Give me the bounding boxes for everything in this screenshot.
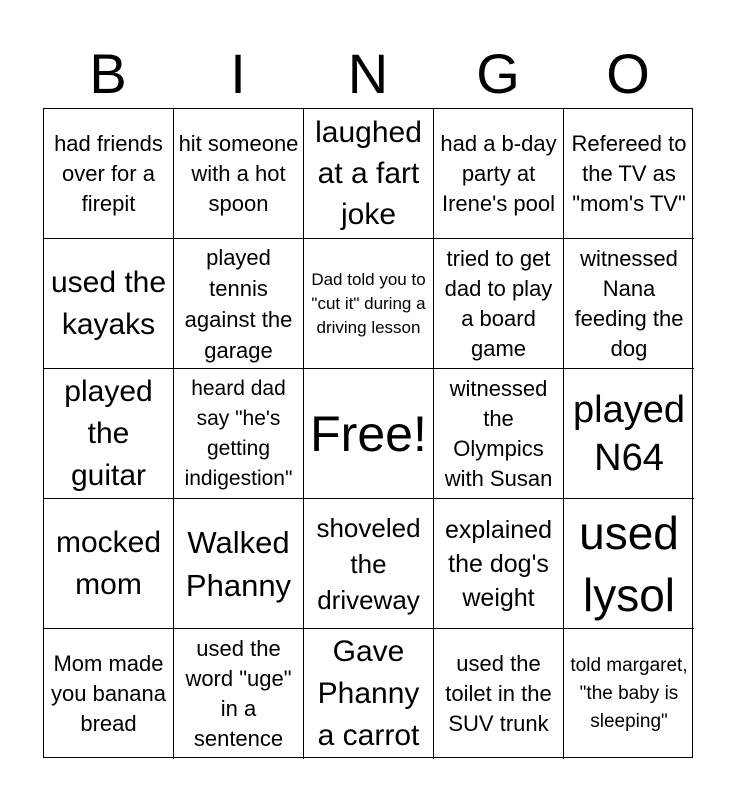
- bingo-cell[interactable]: [564, 629, 694, 759]
- cell-text: Mom made you banana bread: [51, 651, 166, 736]
- header-letter-n: N: [347, 42, 389, 105]
- cell-text: used lysol: [579, 506, 679, 621]
- cell-text: used the word "uge" in a sentence: [185, 636, 292, 751]
- cell-text: tried to get dad to play a board game: [444, 245, 553, 361]
- bingo-cell[interactable]: [304, 109, 434, 239]
- header-letter-i: I: [230, 42, 246, 105]
- cell-text: hit someone with a hot spoon: [178, 130, 299, 216]
- bingo-cell[interactable]: [434, 369, 564, 499]
- bingo-cell[interactable]: [44, 239, 174, 369]
- cell-text: heard dad say "he's getting indigestion": [184, 376, 293, 490]
- header-letter-o: O: [606, 42, 650, 105]
- bingo-cell[interactable]: [564, 369, 694, 499]
- cell-text: had a b-day party at Irene's pool: [440, 130, 557, 216]
- bingo-cell[interactable]: [304, 239, 434, 369]
- cell-text: shoveled the driveway: [316, 512, 421, 615]
- cell-text: played N64: [573, 388, 685, 479]
- bingo-cell[interactable]: [44, 109, 174, 239]
- cell-text: played tennis against the garage: [184, 244, 293, 363]
- free-space-label: Free!: [310, 405, 427, 462]
- bingo-cell[interactable]: [564, 499, 694, 629]
- bingo-cell[interactable]: [44, 499, 174, 629]
- cell-text: Refereed to the TV as "mom's TV": [571, 130, 687, 216]
- bingo-cell[interactable]: [434, 499, 564, 629]
- bingo-cell[interactable]: [304, 629, 434, 759]
- cell-text: laughed at a fart joke: [315, 116, 422, 231]
- bingo-cell[interactable]: [304, 499, 434, 629]
- header-letter-b: B: [89, 42, 127, 105]
- bingo-cell[interactable]: [174, 629, 304, 759]
- cell-text: had friends over for a firepit: [54, 130, 163, 216]
- bingo-header: [43, 40, 693, 108]
- cell-text: used the toilet in the SUV trunk: [445, 651, 552, 736]
- free-space[interactable]: [304, 369, 434, 499]
- bingo-cell[interactable]: [174, 499, 304, 629]
- bingo-cell[interactable]: [564, 239, 694, 369]
- cell-text: mocked mom: [55, 525, 162, 601]
- cell-text: Gave Phanny a carrot: [317, 635, 420, 752]
- cell-text: Walked Phanny: [185, 524, 292, 603]
- bingo-cell[interactable]: [174, 109, 304, 239]
- header-letter-g: G: [476, 42, 520, 105]
- cell-text: played the guitar: [64, 374, 153, 492]
- bingo-cell[interactable]: [434, 239, 564, 369]
- bingo-cell[interactable]: [44, 629, 174, 759]
- cell-text: Dad told you to "cut it" during a driving lesson: [311, 269, 426, 337]
- cell-text: told margaret, "the baby is sleeping": [570, 655, 688, 732]
- bingo-cell[interactable]: [434, 109, 564, 239]
- bingo-cell[interactable]: [174, 369, 304, 499]
- bingo-cell[interactable]: [564, 109, 694, 239]
- cell-text: explained the dog's weight: [444, 515, 553, 612]
- cell-text: witnessed Nana feeding the dog: [574, 245, 684, 361]
- cell-text: used the kayaks: [50, 265, 167, 341]
- bingo-cell[interactable]: [174, 239, 304, 369]
- cell-text: witnessed the Olympics with Susan: [444, 375, 553, 491]
- bingo-cell[interactable]: [44, 369, 174, 499]
- bingo-cell[interactable]: [434, 629, 564, 759]
- bingo-board: [43, 108, 693, 758]
